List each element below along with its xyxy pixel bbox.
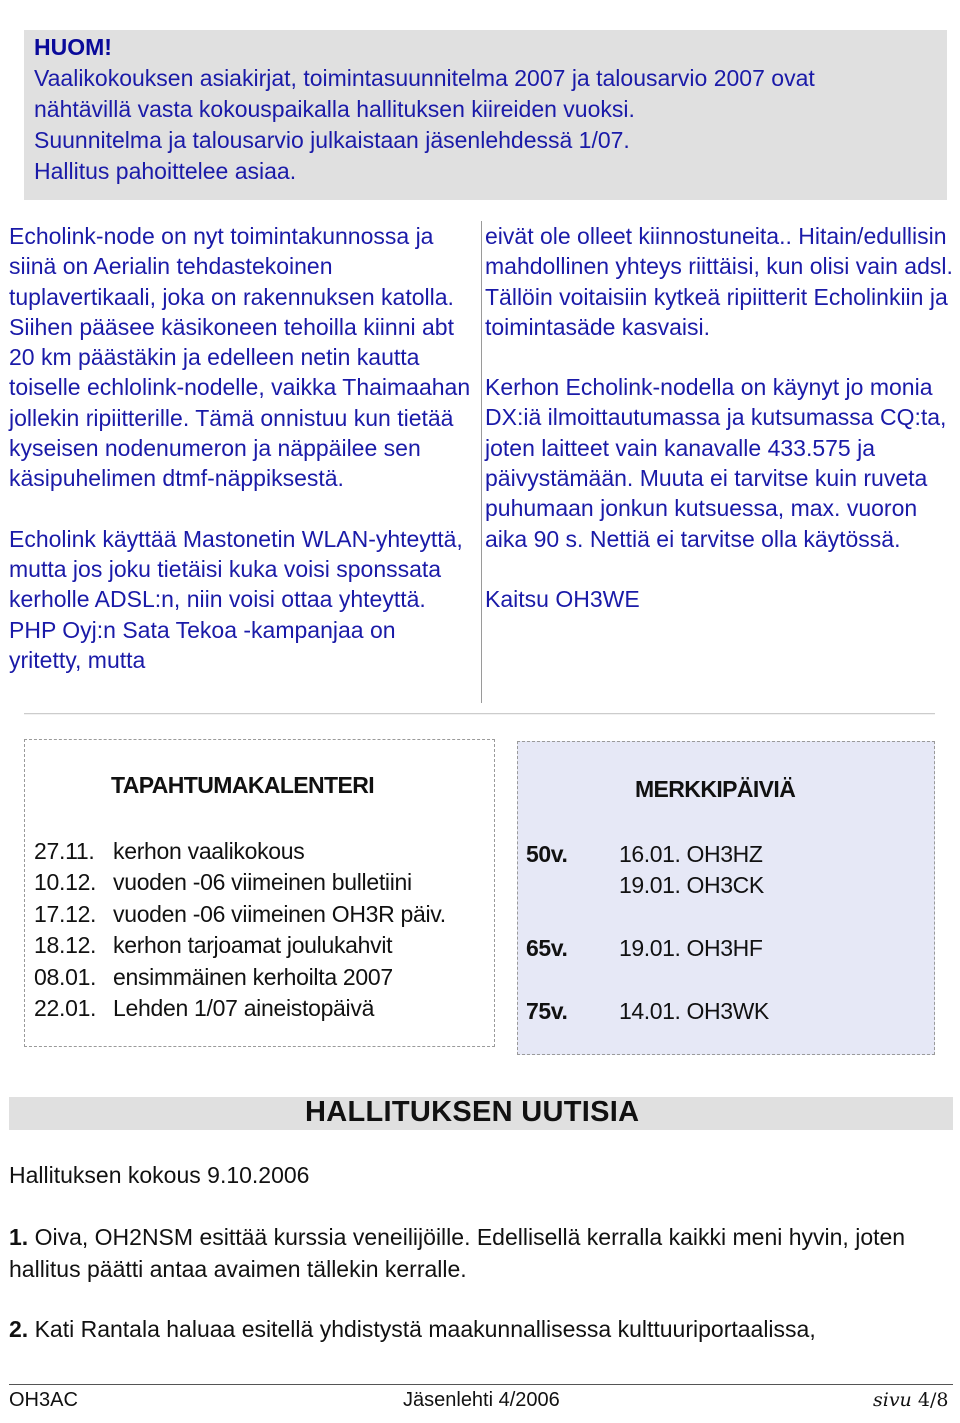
calendar-event [34, 962, 446, 993]
footer-issue: Jäsenlehti 4/2006 [403, 1389, 560, 1411]
article-paragraph: eivät ole olleet kiinnostuneita.. Hitain/edullisin mahdollinen yhteys riittäisi, kun olisi vain adsl. Tällöin voitaisiin kytkeä ripiitterit Echolinkiin ja toimintasäde kasvaisi. [485, 223, 953, 340]
anniversary-age: 50v. [526, 841, 568, 867]
news-item-number: 1. [9, 1224, 29, 1250]
column-divider [481, 221, 482, 703]
calendar-list [34, 836, 446, 1024]
meeting-heading: Hallituksen kokous 9.10.2006 [9, 1162, 310, 1188]
event-date: 10.12. [34, 869, 97, 896]
calendar-event [34, 867, 446, 898]
notice-line: Suunnitelma ja talousarvio julkaistaan jäsenlehdessä 1/07. [34, 127, 630, 153]
news-item-text: Kati Rantala haluaa esitellä yhdistystä maakunnallisessa kulttuuriportaalissa, [28, 1316, 816, 1342]
notice-title: HUOM! [34, 34, 112, 60]
page-number [873, 1389, 948, 1411]
notice-line: nähtävillä vasta kokouspaikalla hallituksen kiireiden vuoksi. [34, 96, 635, 122]
notice-box [24, 30, 947, 200]
notice-line: Hallitus pahoittelee asiaa. [34, 158, 297, 184]
news-title: HALLITUKSEN UUTISIA [305, 1096, 640, 1128]
anniversaries-box [517, 741, 935, 1055]
event-text: vuoden -06 viimeinen OH3R päiv. [113, 900, 446, 927]
notice-line: Vaalikokouksen asiakirjat, toimintasuunnitelma 2007 ja talousarvio 2007 ovat [34, 65, 815, 91]
news-item-text: Oiva, OH2NSM esittää kurssia veneilijöille. Edellisellä kerralla kaikki meni hyvin, joten hallitus päätti antaa avaimen tällekin kerralle. [9, 1224, 906, 1282]
anniversary-age: 75v. [526, 998, 568, 1024]
page-num: 4/8 [917, 1389, 949, 1411]
news-item-number: 2. [9, 1316, 29, 1342]
page-word: sivu [873, 1389, 912, 1411]
article-paragraph: Echolink-node on nyt toimintakunnossa ja siinä on Aerialin tehdastekoinen tuplavertikaali, joka on rakennuksen katolla. Siihen pääsee käsikoneen tehoilla kiinni abt 20 km päästäkin ja edelleen netin kautta toiselle echlolink-nodelle, vaikka Thaimaahan jollekin ripiitterille. Tämä onnistuu kun tietää kyseisen nodenumeron ja näppäilee sen käsipuhelimen dtmf-näppiksestä. [9, 223, 471, 492]
article-signature: Kaitsu OH3WE [485, 585, 640, 612]
anniversary-entry: 14.01. OH3WK [619, 998, 769, 1024]
event-date: 17.12. [34, 900, 97, 927]
anniversaries-title: MERKKIPÄIVIÄ [635, 776, 796, 802]
event-date: 18.12. [34, 932, 97, 959]
footer-club: OH3AC [9, 1389, 78, 1411]
anniversary-entry: 19.01. OH3CK [619, 872, 764, 898]
section-divider [24, 713, 935, 715]
anniversary-age: 65v. [526, 935, 568, 961]
event-text: vuoden -06 viimeinen bulletiini [113, 869, 412, 896]
news-item [9, 1314, 953, 1346]
calendar-title: TAPAHTUMAKALENTERI [111, 772, 375, 798]
article-left-column [9, 221, 474, 705]
calendar-event [34, 993, 446, 1024]
event-date: 08.01. [34, 963, 97, 990]
calendar-event [34, 899, 446, 930]
event-text: kerhon tarjoamat joulukahvit [113, 932, 393, 959]
anniversary-entry: 16.01. OH3HZ [619, 841, 763, 867]
event-text: Lehden 1/07 aineistopäivä [113, 995, 375, 1022]
article-paragraph: Kerhon Echolink-nodella on käynyt jo monia DX:iä ilmoittautumassa ja kutsumassa CQ:ta, joten laitteet vain kanavalle 433.575 ja päivystämään. Muuta ei tarvitse kuin ruveta puhumaan jonkun kutsuessa, max. vuoron aika 90 s. Nettiä ei tarvitse olla käytössä. [485, 374, 947, 552]
calendar-event [34, 836, 446, 867]
event-date: 27.11. [34, 838, 95, 864]
footer-rule [9, 1384, 953, 1385]
event-calendar-box [24, 739, 495, 1047]
calendar-event [34, 930, 446, 961]
event-text: ensimmäinen kerhoilta 2007 [113, 963, 393, 990]
article-right-column [485, 221, 955, 644]
news-item [9, 1222, 953, 1285]
article-paragraph: Echolink käyttää Mastonetin WLAN-yhteyttä, mutta jos joku tietäisi kuka voisi sponssata kerholle ADSL:n, niin voisi ottaa yhteyttä. PHP Oyj:n Sata Tekoa -kampanjaa on yritetty, mutta [9, 525, 463, 673]
anniversary-entry: 19.01. OH3HF [619, 935, 763, 961]
event-date: 22.01. [34, 995, 97, 1022]
event-text: kerhon vaalikokous [113, 838, 305, 864]
